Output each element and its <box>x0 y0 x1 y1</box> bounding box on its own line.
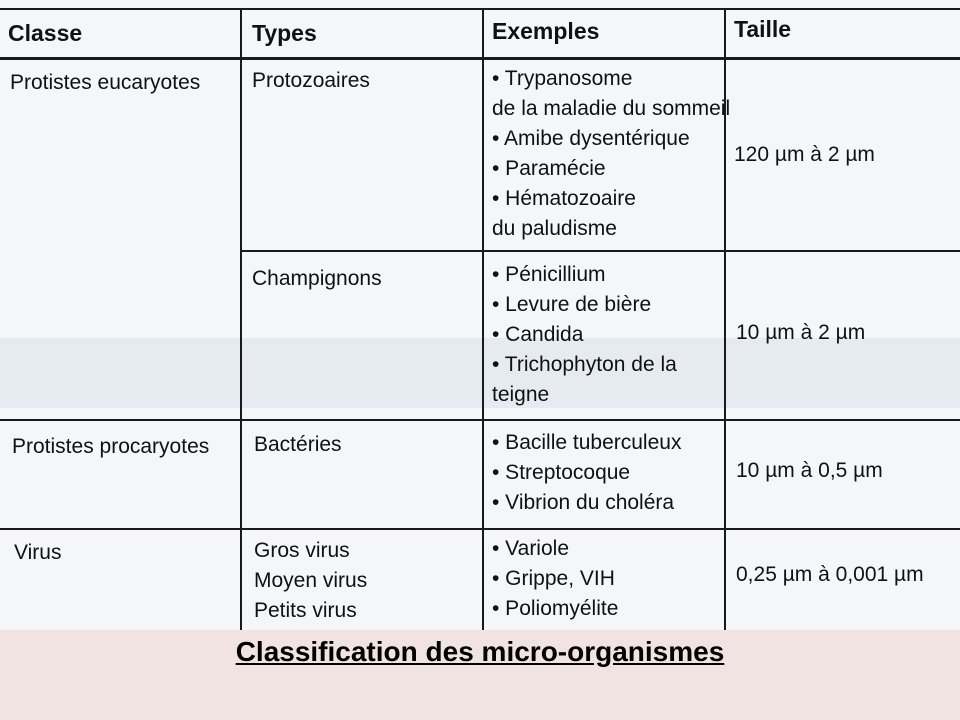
cell-types-virus <box>254 536 367 626</box>
header-taille: Taille <box>734 16 792 42</box>
row-divider-procaryotes <box>0 419 960 421</box>
list-item: • Streptocoque <box>492 461 631 484</box>
list-item: • Amibe dysentérique <box>492 127 690 150</box>
list-item: • Bacille tuberculeux <box>492 431 682 454</box>
list-item: teigne <box>492 383 550 406</box>
slide-caption: Classification des micro-organismes <box>235 636 725 667</box>
row-divider-virus <box>0 528 960 530</box>
cell-type-bacteries: Bactéries <box>254 433 342 456</box>
row-divider-champignons <box>242 250 960 252</box>
cell-taille-protozoaires: 120 µm à 2 µm <box>734 143 875 166</box>
list-item: Petits virus <box>254 599 357 622</box>
list-item: de la maladie du sommeil <box>492 97 731 120</box>
list-item: • Paramécie <box>492 157 606 180</box>
list-item: • Trypanosome <box>492 67 633 90</box>
cell-taille-bacteries: 10 µm à 0,5 µm <box>736 459 883 482</box>
cell-exemples-bacteries <box>492 428 681 518</box>
list-item: • Candida <box>492 323 584 346</box>
header-classe: Classe <box>8 20 83 46</box>
list-item: • Pénicillium <box>492 263 606 286</box>
cell-type-champignons: Champignons <box>252 267 382 290</box>
cell-exemples-virus <box>492 534 618 624</box>
header-top-rule <box>0 8 960 10</box>
list-item: • Grippe, VIH <box>492 567 615 590</box>
cell-exemples-protozoaires <box>492 64 730 244</box>
header-types: Types <box>252 20 317 46</box>
cell-classe-eucaryotes: Protistes eucaryotes <box>10 71 201 94</box>
cell-taille-champignons: 10 µm à 2 µm <box>736 321 866 344</box>
header-bottom-rule <box>0 57 960 60</box>
column-divider-2 <box>482 8 484 630</box>
column-divider-1 <box>240 8 242 630</box>
cell-exemples-champignons <box>492 260 677 410</box>
list-item: • Trichophyton de la <box>492 353 677 376</box>
cell-classe-virus: Virus <box>14 541 62 564</box>
list-item: • Levure de bière <box>492 293 652 316</box>
list-item: • Poliomyélite <box>492 597 619 620</box>
list-item: • Vibrion du choléra <box>492 491 675 514</box>
list-item: Gros virus <box>254 539 350 562</box>
cell-classe-procaryotes: Protistes procaryotes <box>12 435 210 458</box>
list-item: Moyen virus <box>254 569 368 592</box>
list-item: • Hématozoaire <box>492 187 636 210</box>
cell-type-protozoaires: Protozoaires <box>252 69 370 92</box>
header-exemples: Exemples <box>492 18 600 44</box>
list-item: • Variole <box>492 537 569 560</box>
list-item: du paludisme <box>492 217 617 240</box>
cell-taille-virus: 0,25 µm à 0,001 µm <box>736 563 924 586</box>
